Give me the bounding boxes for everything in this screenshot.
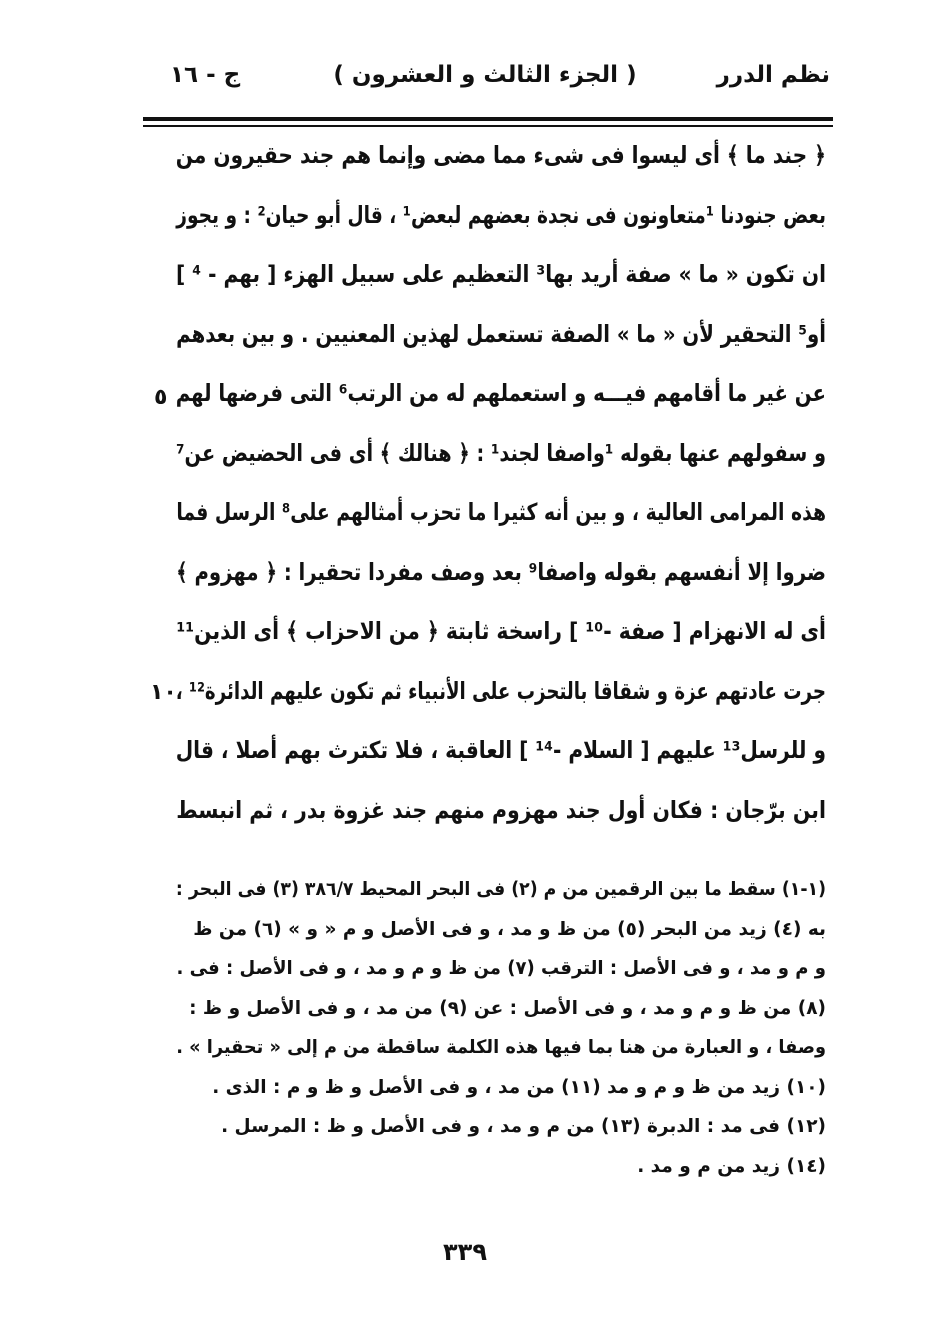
main-text <box>176 126 826 840</box>
text-line: ابن برّجان : فكان أول جند مهزوم منهم جند غزوة بدر ، ثم انبسط <box>176 795 826 824</box>
text-line: عن غير ما أقامهم فيـــه و استعملهم له من الرتب⁶ التى فرضها لهم <box>175 379 826 407</box>
footnote-line: (١-١) سقط ما بين الرقمين من م (٢) فى البحر المحيط ٣٨٦/٧ (٣) فى البحر : <box>175 879 826 900</box>
footnote-line: (١٢) فى مد : الدبرة (١٣) من م و مد ، و فى الأصل و ظ : المرسل . <box>221 1116 826 1137</box>
footnotes <box>176 870 826 1186</box>
footnote-line: به (٤) زيد من البحر (٥) من ظ و مد ، و فى الأصل و م « و » (٦) من ظ <box>193 918 826 940</box>
page-number: ٣٣٩ <box>443 1238 487 1266</box>
text-line: هذه المرامى العالية ، و بين أنه كثيرا ما تحزب أمثالهم على⁸ الرسل فما <box>176 498 826 526</box>
part-title: ( الجزء الثالث و العشرون ) <box>333 62 637 88</box>
footnote-line: (١٠) زيد من ظ و م و مد (١١) من مد ، و فى الأصل و ظ و م : الذى . <box>212 1076 826 1098</box>
text-line: بعض جنودنا ¹متعاونون فى نجدة بعضهم لبعض¹ ، قال أبو حيان² : و يجوز <box>176 200 826 229</box>
footnote-line: (٨) من ظ و م و مد ، و فى الأصل : عن (٩) من مد ، و فى الأصل و ظ : <box>189 997 826 1019</box>
footnote-line: و م و مد ، و فى الأصل : الترقب (٧) من ظ و م و مد ، و فى الأصل : فى . <box>176 958 826 979</box>
text-line: أو⁵ التحقير لأن « ما » الصفة تستعمل لهذين المعنيين . و بين بعدهم <box>176 319 826 348</box>
margin-line-number: ٥ <box>154 385 168 410</box>
text-line: ضروا إلا أنفسهم بقوله واصفا⁹ بعد وصف مفردا تحقيرا : ﴿ مهزوم ﴾ <box>176 557 826 586</box>
footnote-line: وصفا ، و العبارة من هنا بما فيها هذه الكلمة ساقطة من م إلى « تحقيرا » . <box>176 1037 827 1058</box>
running-header <box>140 62 830 102</box>
book-title: نظم الدرر <box>716 62 830 88</box>
text-line: و للرسل¹³ عليهم [ السلام -¹⁴ ] العاقبة ، فلا تكترث بهم أصلا ، قال <box>175 736 826 764</box>
margin-line-number: ١٠ <box>150 680 177 705</box>
footnote-line: (١٤) زيد من م و مد . <box>637 1155 826 1177</box>
volume-reference: ج - ١٦ <box>170 62 241 88</box>
text-line: أى له الانهزام [ صفة -¹⁰ ] راسخة ثابتة ﴿ من الاحزاب ﴾ أى الذين¹¹ <box>176 617 826 645</box>
text-line: و سفولهم عنها بقوله ¹واصفا لجند¹ : ﴿ هنالك ﴾ أى فى الحضيض عن⁷ <box>176 438 826 467</box>
header-rule-thick <box>143 117 833 121</box>
text-line: ان تكون « ما » صفة أريد بها³ التعظيم على سبيل الهزء [ بهم - ⁴ ] <box>176 260 826 288</box>
text-line: جرت عادتهم عزة و شقاقا بالتحزب على الأنبياء ثم تكون عليهم الدائرة¹² ، <box>175 676 826 705</box>
text-line: ﴿ جند ما ﴾ أى ليسوا فى شىء مما مضى وإنما هم جند حقيرون من <box>175 141 826 169</box>
